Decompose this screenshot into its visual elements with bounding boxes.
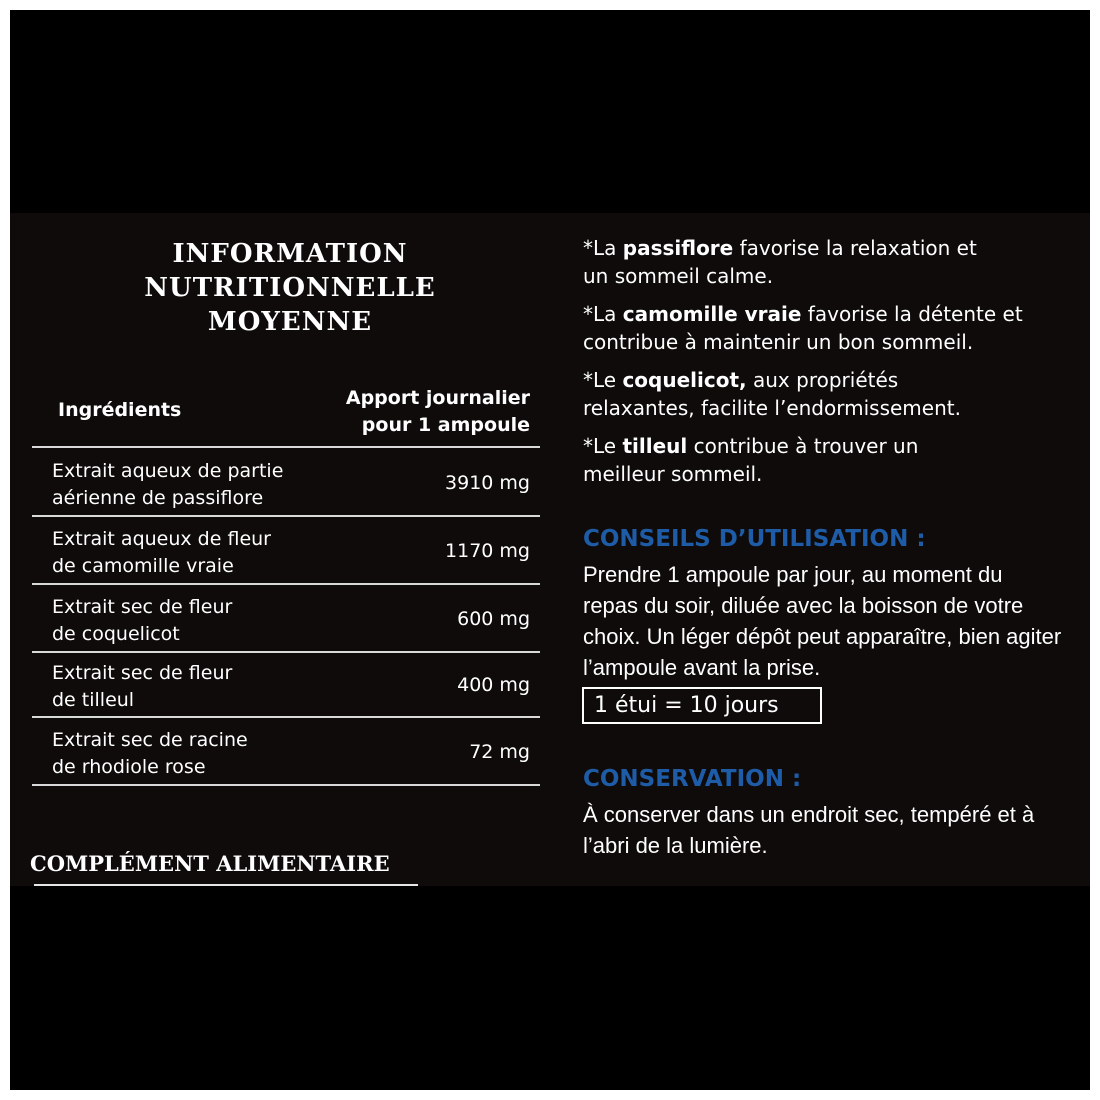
nutrition-title-line: MOYENNE [207, 307, 373, 337]
claim-tilleul [583, 432, 1073, 488]
column-header-ingredients: Ingrédients [58, 399, 182, 421]
usage-title: CONSEILS D’UTILISATION : [583, 526, 926, 552]
conservation-title: CONSERVATION : [583, 766, 802, 792]
ingredient-amount: 400 mg [457, 674, 530, 696]
usage-text [583, 559, 1063, 683]
ingredient-name-line: de rhodiole rose [52, 756, 206, 778]
ingredient-name-line: de coquelicot [52, 623, 180, 645]
column-header-apport-line: pour 1 ampoule [361, 414, 530, 436]
nutrition-title-line: NUTRITIONNELLE [144, 273, 436, 303]
claim-text: favorise la détente et [801, 302, 1023, 326]
ingredient-name-line: Extrait sec de fleur [52, 596, 233, 618]
ingredient-amount: 3910 mg [445, 472, 530, 494]
claim-ingredient: camomille vraie [622, 302, 802, 326]
usage-text-line: repas du soir, diluée avec la boisson de votre [583, 593, 1024, 618]
claim-ingredient: passiflore [622, 236, 734, 260]
claim-text: favorise la relaxation et [733, 236, 977, 260]
nutrition-title [140, 237, 440, 339]
ingredient-amount: 72 mg [469, 741, 530, 763]
table-row-ingredient [52, 660, 382, 714]
table-divider [32, 446, 540, 448]
claim-ingredient: coquelicot, [622, 368, 747, 392]
table-divider [32, 583, 540, 585]
table-row-ingredient [52, 727, 382, 781]
claim-prefix: *La [583, 302, 623, 326]
table-divider [32, 784, 540, 786]
claim-passiflore [583, 234, 1073, 290]
claim-camomille [583, 300, 1073, 356]
ingredient-name-line: de camomille vraie [52, 555, 234, 577]
ingredient-amount: 1170 mg [445, 540, 530, 562]
ingredient-name-line: Extrait sec de racine [52, 729, 248, 751]
usage-text-line: Prendre 1 ampoule par jour, au moment du [583, 562, 1003, 587]
claim-text: aux propriétés [746, 368, 899, 392]
claim-text: relaxantes, facilite l’endormissement. [583, 396, 961, 420]
claim-ingredient: tilleul [622, 434, 688, 458]
conservation-text [583, 799, 1063, 861]
table-row-ingredient [52, 594, 382, 648]
column-header-apport-line: Apport journalier [345, 387, 530, 409]
claim-coquelicot [583, 366, 1073, 422]
ingredient-name-line: aérienne de passiflore [52, 487, 264, 509]
duration-box: 1 étui = 10 jours [582, 687, 822, 724]
table-divider [32, 515, 540, 517]
complement-underline [34, 884, 418, 886]
ingredient-name-line: Extrait aqueux de fleur [52, 528, 271, 550]
table-divider [32, 651, 540, 653]
nutrition-title-line: INFORMATION [172, 239, 408, 269]
table-row-ingredient [52, 458, 382, 512]
table-row-ingredient [52, 526, 382, 580]
ingredient-amount: 600 mg [457, 608, 530, 630]
claim-prefix: *Le [583, 368, 623, 392]
label-panel [10, 213, 1090, 886]
ingredient-name-line: Extrait sec de fleur [52, 662, 233, 684]
conservation-text-line: l’abri de la lumière. [583, 833, 768, 858]
ingredient-name-line: Extrait aqueux de partie [52, 460, 284, 482]
claim-text: meilleur sommeil. [583, 462, 763, 486]
complement-alimentaire-label: COMPLÉMENT ALIMENTAIRE [30, 851, 390, 876]
column-header-apport [310, 385, 530, 439]
claim-prefix: *Le [583, 434, 623, 458]
claim-text: contribue à trouver un [687, 434, 919, 458]
claim-text: un sommeil calme. [583, 264, 774, 288]
claim-text: contribue à maintenir un bon sommeil. [583, 330, 974, 354]
claim-prefix: *La [583, 236, 623, 260]
usage-text-line: l’ampoule avant la prise. [583, 655, 821, 680]
ingredient-name-line: de tilleul [52, 689, 135, 711]
table-divider [32, 716, 540, 718]
usage-text-line: choix. Un léger dépôt peut apparaître, bien agiter [583, 624, 1062, 649]
conservation-text-line: À conserver dans un endroit sec, tempéré et à [583, 802, 1035, 827]
